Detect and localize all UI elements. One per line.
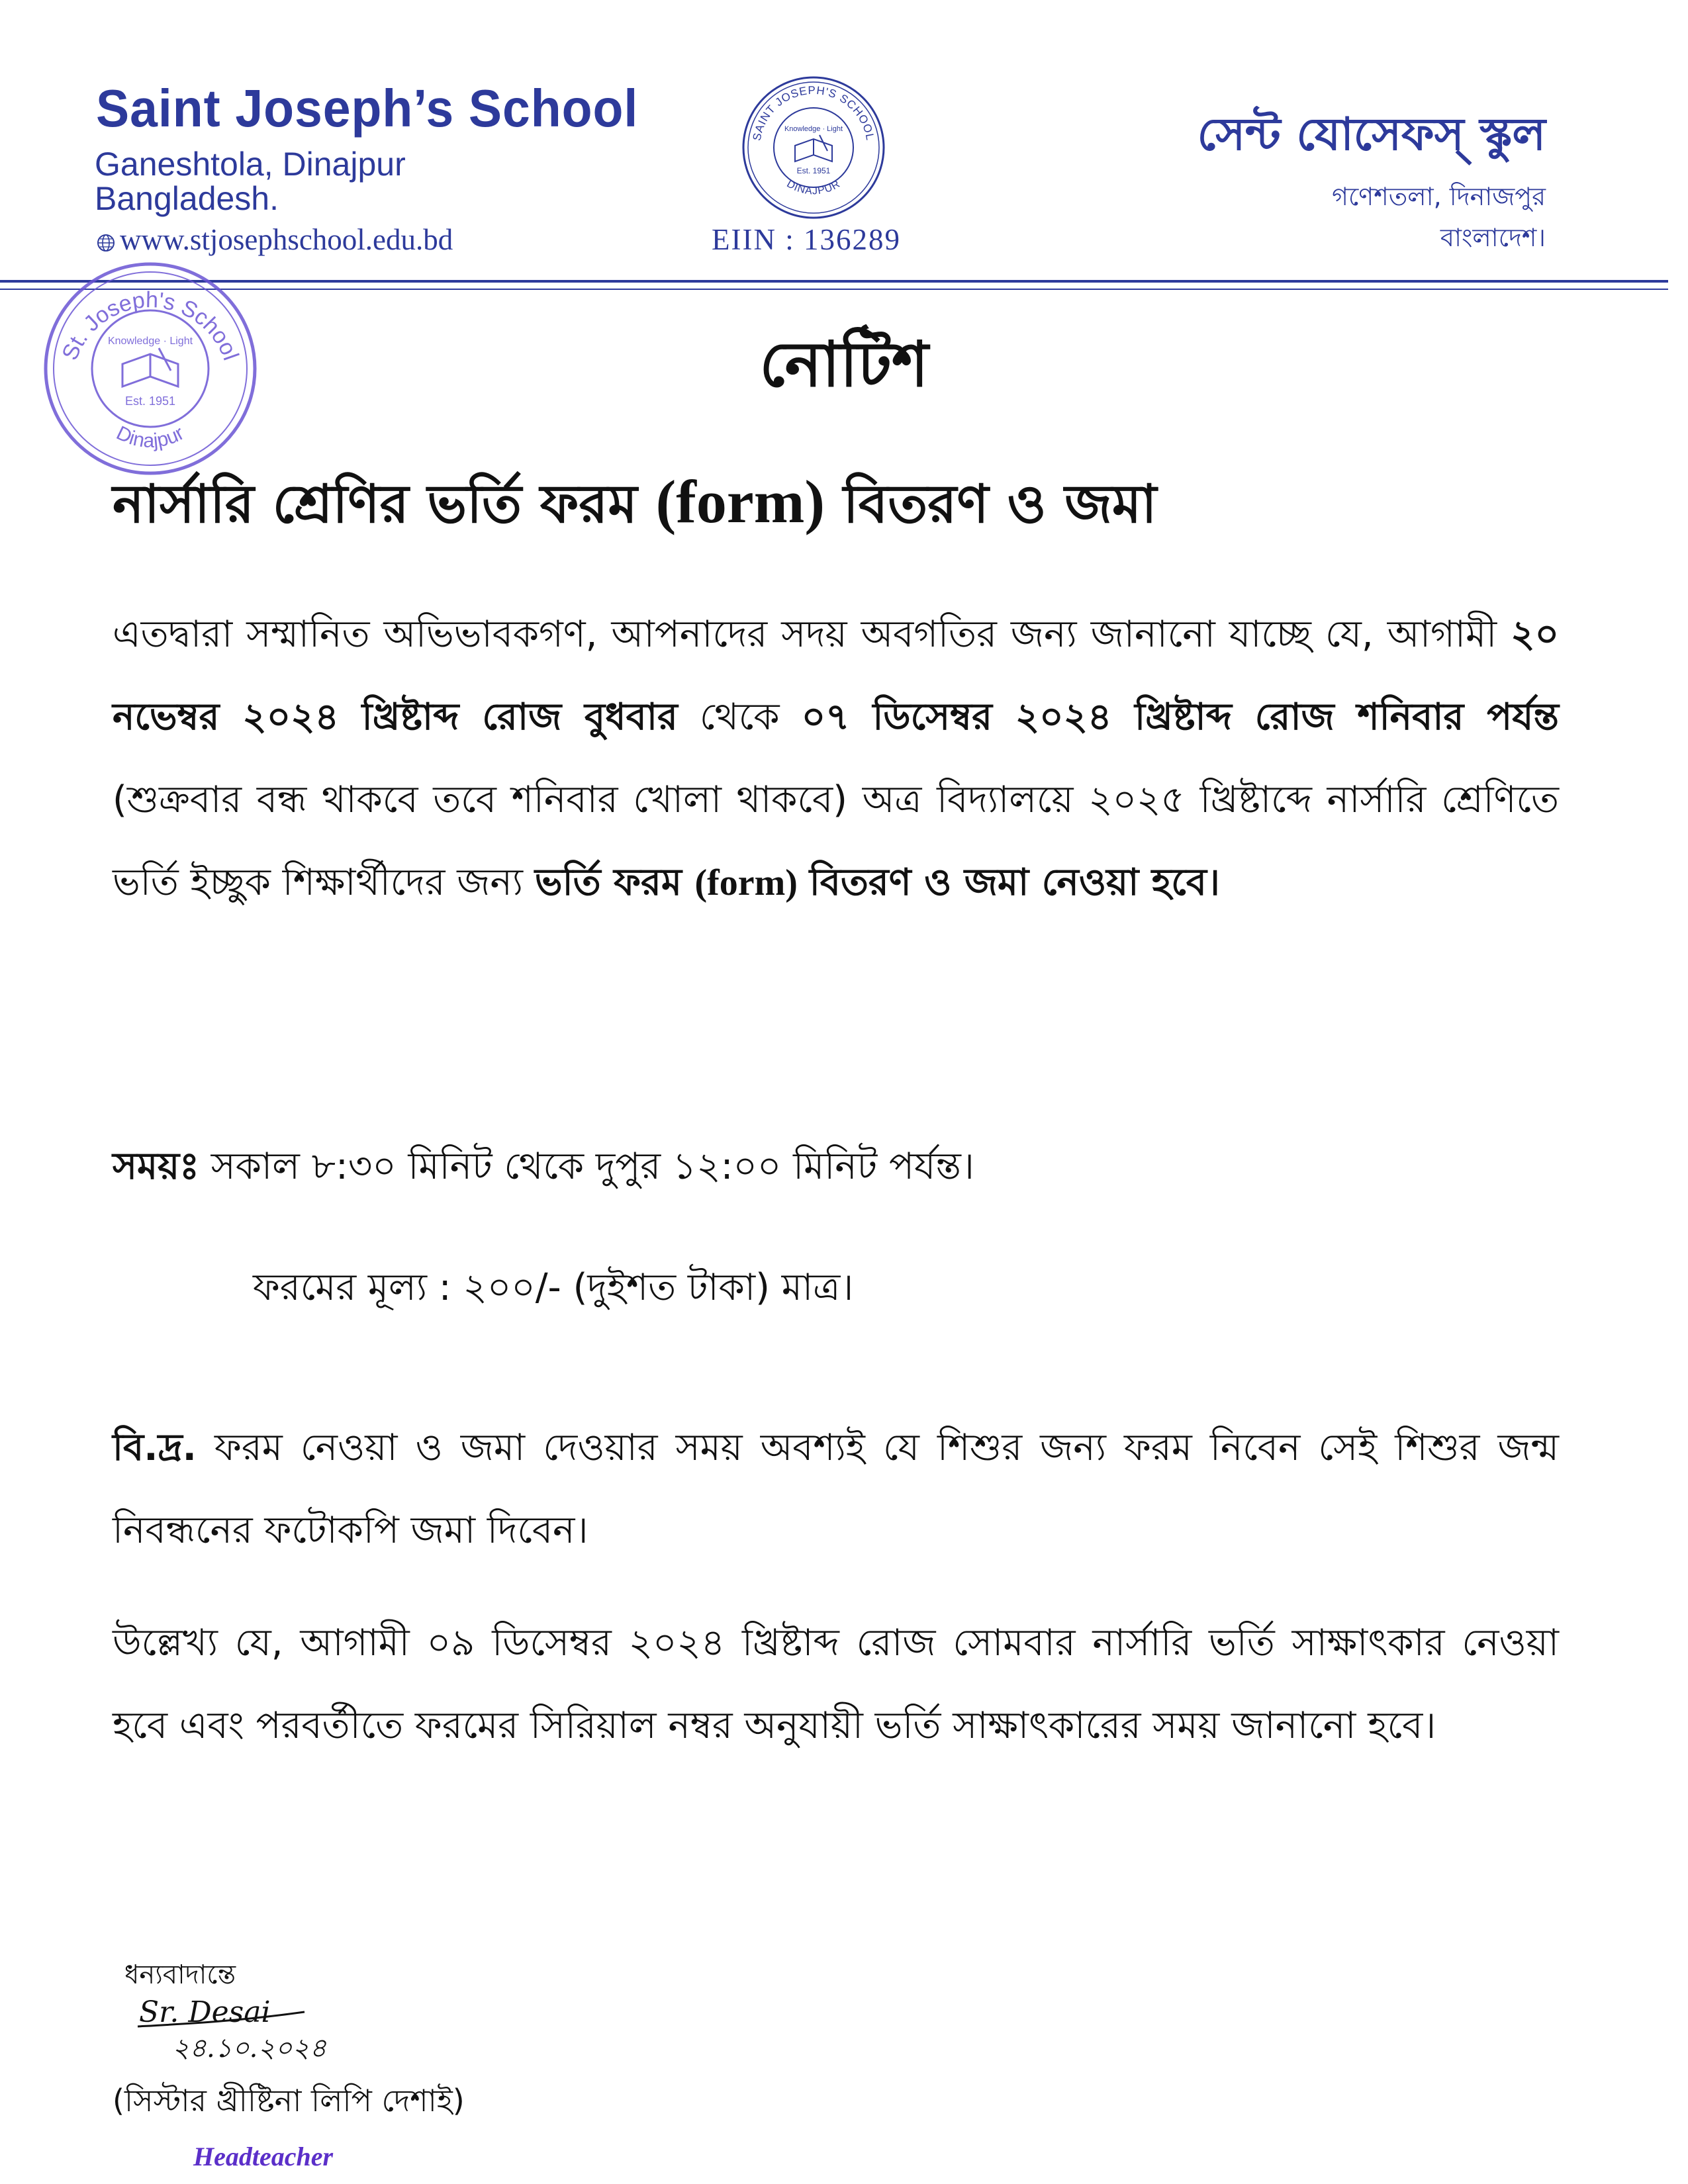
p1-text-e: (শুক্রবার বন্ধ থাকবে তবে শনিবার খোলা থাকবে) অত্র বিদ্যালয়ে ২০২৫ খ্রিষ্টাব্দে নার্সারি শ্রেণিতে ভর্তি ইচ্ছুক শিক্ষার্থীদের জন্য	[113, 778, 1559, 904]
admission-form-latin: (form)	[694, 862, 798, 903]
p1-text-a: এতদ্বারা সম্মানিত অভিভাবকগণ, আপনাদের সদয় অবগতির জন্য জানানো যাচ্ছে যে, আগামী	[113, 613, 1511, 656]
time-text: সকাল ৮:৩০ মিনিট থেকে দুপুর ১২:০০ মিনিট পর্যন্ত।	[199, 1145, 974, 1188]
stamp-est: Est. 1951	[124, 394, 176, 408]
stamp-top-text: St. Joseph's School	[57, 287, 244, 364]
school-logo	[740, 74, 887, 221]
svg-text:DINAJPUR	[784, 178, 842, 197]
closing-thanks: ধন্যবাদান্তে	[124, 1960, 236, 1990]
admission-form-label: ভর্তি ফরম	[534, 861, 695, 904]
school-name-bn: সেন্ট যোসেফস্ স্কুল	[1197, 109, 1546, 161]
note-text: ফরম নেওয়া ও জমা দেওয়ার সময় অবশ্যই যে শিশুর জন্য ফরম নিবেন সেই শিশুর জন্ম নিবন্ধনের ফটোকপি জমা দিবেন।	[113, 1426, 1559, 1552]
eiin-number: EIIN : 136289	[712, 223, 901, 256]
signature-scribble: Sr. Desai	[139, 1995, 271, 2029]
distribution-text: বিতরণ ও জমা নেওয়া হবে।	[809, 861, 1220, 904]
note-paragraph	[113, 1406, 1559, 1572]
signatory-name: (সিস্টার খ্রীষ্টিনা লিপি দেশাই)	[113, 2083, 465, 2118]
logo-top-text: SAINT JOSEPH'S SCHOOL	[750, 83, 877, 142]
price-paragraph: ফরমের মূল্য : ২০০/- (দুইশত টাকা) মাত্র।	[253, 1266, 854, 1309]
website-link[interactable]: www.stjosephschool.edu.bd	[120, 223, 453, 256]
stamp-bottom-text: Dinajpur	[113, 422, 188, 452]
note-label: বি.দ্র.	[113, 1426, 197, 1469]
notice-subtitle	[113, 463, 1156, 552]
address-line2-en: Bangladesh.	[95, 180, 279, 217]
time-paragraph	[113, 1125, 1559, 1208]
stamp-motto: Knowledge · Light	[107, 336, 193, 347]
signatory-role: Headteacher	[193, 2142, 334, 2171]
time-label: সময়ঃ	[113, 1145, 199, 1188]
p1-text-c: থেকে	[677, 696, 802, 739]
logo-est: Est. 1951	[796, 166, 831, 175]
handwritten-signature	[132, 1985, 371, 2065]
address-line2-bn: বাংলাদেশ।	[1440, 223, 1546, 252]
subtitle-part2: বিতরণ ও জমা	[824, 473, 1157, 535]
logo-bottom-text: DINAJPUR	[784, 178, 843, 197]
school-address-en	[95, 147, 406, 216]
announcement-paragraph	[113, 593, 1559, 925]
book-icon	[795, 135, 832, 161]
start-date: ২০ নভেম্বর ২০২৪ খ্রিষ্টাব্দ রোজ বুধবার	[113, 613, 1559, 739]
school-name-en: Saint Joseph’s School	[96, 79, 639, 138]
interview-paragraph: উল্লেখ্য যে, আগামী ০৯ ডিসেম্বর ২০২৪ খ্রিষ্টাব্দ রোজ সোমবার নার্সারি ভর্তি সাক্ষাৎকার নেওয়া হবে এবং পরবর্তীতে ফরমের সিরিয়াল নম্বর অনুযায়ী ভর্তি সাক্ষাৎকারের সময় জানানো হবে।	[113, 1621, 1559, 1747]
subtitle-part1: নার্সারি শ্রেণির ভর্তি ফরম	[113, 473, 656, 535]
website-line	[96, 222, 453, 260]
address-line1-en: Ganeshtola, Dinajpur	[95, 146, 406, 183]
address-line1-bn: গণেশতলা, দিনাজপুর	[1332, 182, 1546, 211]
globe-icon	[96, 226, 116, 260]
end-date: ০৭ ডিসেম্বর ২০২৪ খ্রিষ্টাব্দ রোজ শনিবার পর্যন্ত	[801, 696, 1559, 739]
logo-motto: Knowledge · Light	[784, 125, 843, 133]
signature-date: ২৪.১০.২০২৪	[172, 2033, 327, 2064]
notice-title: নোটিশ	[759, 329, 929, 401]
subtitle-form: (form)	[655, 468, 825, 535]
